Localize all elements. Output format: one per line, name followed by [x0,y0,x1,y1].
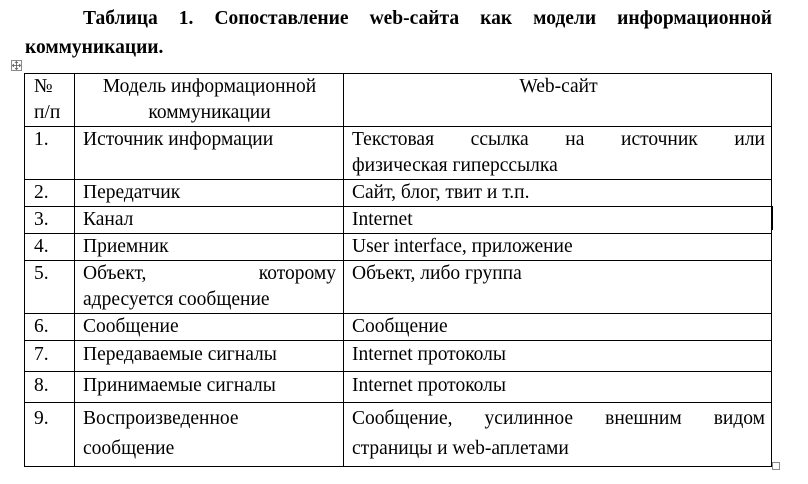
cell-model[interactable]: Сообщение [75,314,344,341]
cell-number[interactable]: 7. [25,341,75,372]
table-row [25,403,772,467]
table-row [25,314,772,341]
cell-model[interactable]: Принимаемые сигналы [75,372,344,403]
header-cell-model[interactable]: Модель информационной коммуникации [75,74,344,127]
cell-website[interactable]: Internet [344,207,772,234]
table-row [25,127,772,180]
cell-number[interactable]: 4. [25,234,75,261]
text-cursor [772,206,773,230]
comparison-table [24,73,772,467]
table-row [25,261,772,314]
table-move-handle-icon[interactable] [11,60,22,71]
header-cell-website[interactable]: Web-сайт [344,74,772,127]
cell-model[interactable]: Воспроизведенное сообщение [75,403,344,467]
table-resize-handle-icon[interactable] [772,462,780,470]
cell-number[interactable]: 9. [25,403,75,467]
cell-website[interactable]: Сайт, блог, твит и т.п. [344,180,772,207]
cell-website[interactable]: Internet протоколы [344,372,772,403]
cell-number[interactable]: 2. [25,180,75,207]
cell-number[interactable]: 6. [25,314,75,341]
cell-number[interactable]: 8. [25,372,75,403]
table-row [25,234,772,261]
cell-model[interactable]: Передаваемые сигналы [75,341,344,372]
cell-model[interactable]: Канал [75,207,344,234]
cell-number[interactable]: 5. [25,261,75,314]
table-row [25,372,772,403]
cell-website[interactable]: Сообщение [344,314,772,341]
cell-website[interactable]: Internet протоколы [344,341,772,372]
caption-line-2: коммуникации. [25,37,164,58]
cell-website[interactable]: Текстовая ссылка на источник или физическая гиперссылка [344,127,772,180]
cell-model[interactable]: Приемник [75,234,344,261]
table-caption [25,4,772,62]
cell-website[interactable]: Объект, либо группа [344,261,772,314]
cell-number[interactable]: 1. [25,127,75,180]
table-row [25,180,772,207]
cell-model[interactable]: Объект, которому адресуется сообщение [75,261,344,314]
table-row [25,341,772,372]
table-row [25,207,772,234]
caption-line-1: Таблица 1. Сопоставление web-сайта как модели информационной [83,8,772,29]
cell-website[interactable]: User interface, приложение [344,234,772,261]
cell-number[interactable]: 3. [25,207,75,234]
header-cell-number[interactable]: № п/п [25,74,75,127]
cell-model[interactable]: Передатчик [75,180,344,207]
cell-model[interactable]: Источник информации [75,127,344,180]
cell-website[interactable]: Сообщение, усилинное внешним видом страницы и web-аплетами [344,403,772,467]
table-header-row [25,74,772,127]
